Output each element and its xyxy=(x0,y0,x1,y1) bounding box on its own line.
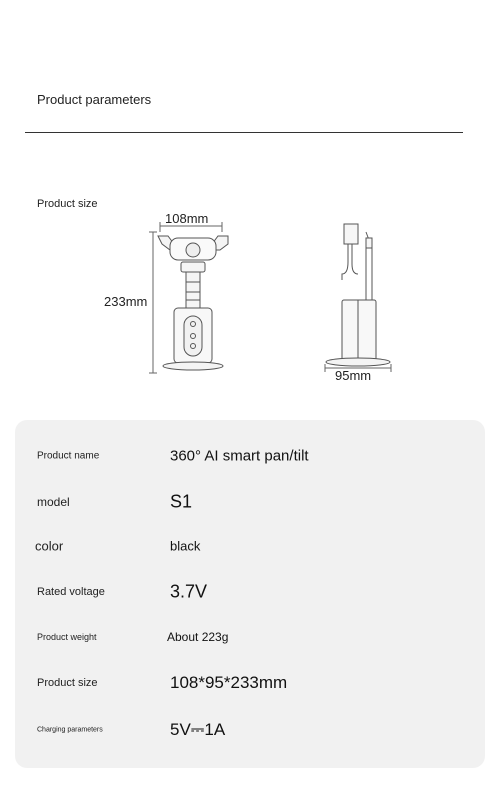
spec-row-product-weight xyxy=(15,617,485,657)
product-dimension-diagram xyxy=(0,200,500,400)
spec-row-product-size xyxy=(15,663,485,703)
spec-table xyxy=(15,420,485,768)
spec-label: Rated voltage xyxy=(37,586,105,598)
spec-row-product-name xyxy=(15,436,485,476)
spec-label: Product size xyxy=(37,677,98,689)
spec-value: 3.7V xyxy=(170,581,208,602)
spec-row-charging-parameters xyxy=(15,710,485,750)
spec-label: Product weight xyxy=(37,632,97,642)
side-view-device xyxy=(326,224,390,366)
spec-value: 108*95*233mm xyxy=(170,673,288,692)
spec-value: S1 xyxy=(170,491,193,512)
spec-value: 5V⎓1A xyxy=(170,720,226,739)
spec-label: Charging parameters xyxy=(37,726,103,734)
spec-label: model xyxy=(37,495,70,509)
height-dimension-label: 233mm xyxy=(104,294,148,309)
page-title: Product parameters xyxy=(37,92,152,107)
spec-label: color xyxy=(35,538,64,554)
front-view-device xyxy=(158,236,228,370)
title-divider xyxy=(25,132,463,133)
width-dimension-label: 108mm xyxy=(165,211,209,226)
depth-dimension-label: 95mm xyxy=(335,368,372,383)
spec-value: 360° AI smart pan/tilt xyxy=(170,447,309,465)
spec-row-color xyxy=(15,526,485,566)
spec-label: Product name xyxy=(37,450,100,462)
product-size-heading: Product size xyxy=(37,198,98,210)
spec-row-model xyxy=(15,482,485,522)
spec-value: black xyxy=(170,538,201,554)
spec-value: About 223g xyxy=(167,630,229,644)
spec-row-rated-voltage xyxy=(15,572,485,612)
